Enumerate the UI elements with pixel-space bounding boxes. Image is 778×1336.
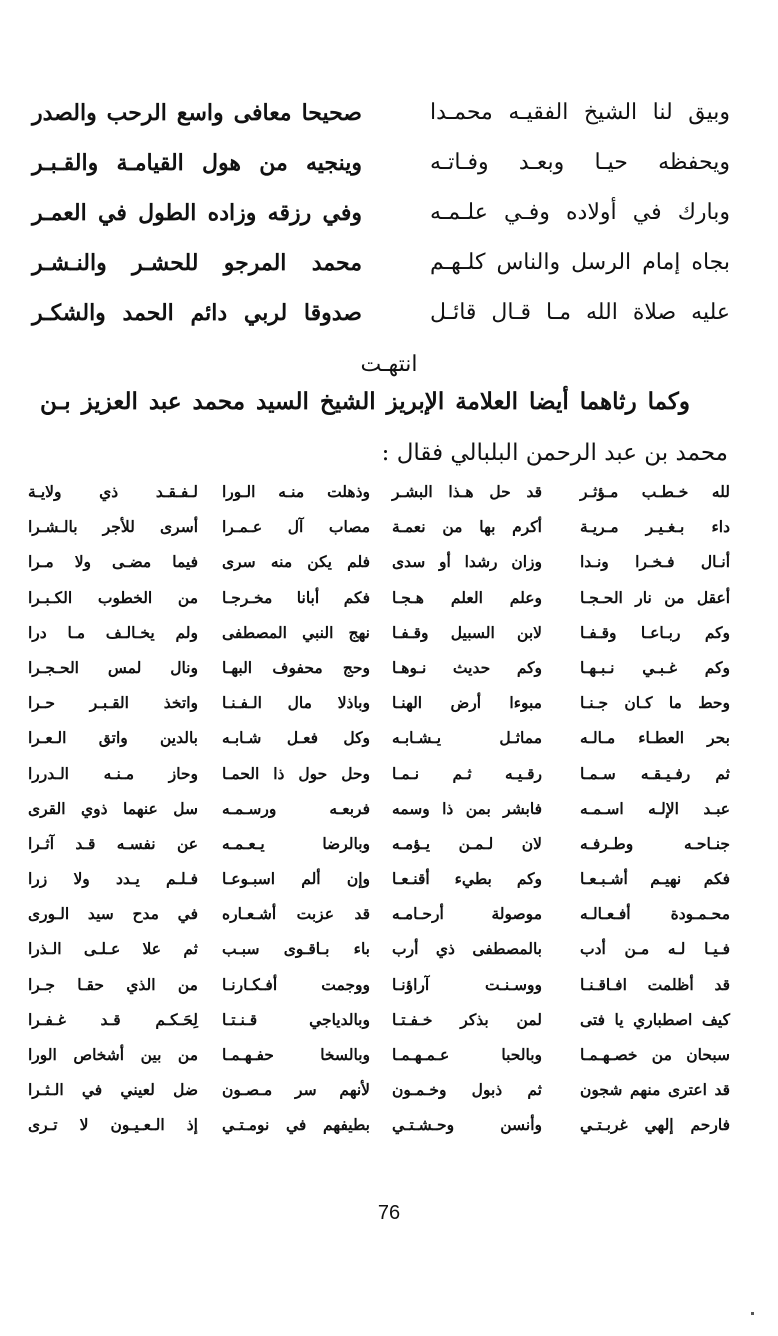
verse-part: ثم علا عـلـى الـذرا <box>28 939 198 959</box>
verse-part: بالمصطفى ذي أرب <box>392 939 542 959</box>
verse-part: ووجمت أفـكـارنـا <box>222 974 370 994</box>
verse-part: لابن السبيل وقـفـا <box>392 622 542 642</box>
verse-part: ونال لمس الحـجـرا <box>28 657 198 677</box>
verse-part: من الذي حقـا جـرا <box>28 974 198 994</box>
verse-part: أعقل من نار الحـجـا <box>580 587 730 607</box>
verse-part: جنـاحـه وطـرفـه <box>580 833 730 853</box>
verse-row <box>30 552 730 587</box>
verse-part: لِحَـكـم قـد غـفـرا <box>28 1009 198 1029</box>
verse-part: عن نفسـه قـد آثـرا <box>28 833 198 853</box>
verse-part: فـيـا لـه مـن أدب <box>580 939 730 959</box>
verse-part: لـفـقـد ذي ولايـة <box>28 482 198 501</box>
verse-part: وبالسخا حفـهـمـا <box>222 1045 370 1064</box>
verse-row <box>30 764 730 799</box>
verse-part: قد اعترى منهم شجون <box>580 1080 730 1100</box>
verse-part: فـلـم يـدد ولا زرا <box>28 869 198 889</box>
verse-part: وحاز مـنـه الـدررا <box>28 763 198 783</box>
verse-part: قد عزبت أشـعـاره <box>222 904 370 924</box>
verse-part: وأنسن وحـشـتـي <box>392 1115 542 1135</box>
verse-part: ووسـنـت آراؤنـا <box>392 974 542 994</box>
second-hemistich: محمد المرجو للحشـر والنـشـر <box>32 250 362 276</box>
verse-part: وزان رشدا أو سدى <box>392 552 542 572</box>
verse-part: وبالدياجي قـنـتـا <box>222 1009 370 1029</box>
verse-part: فكم نهيـم أشـبـعـا <box>580 869 730 889</box>
verse-part: لمن بذكر خـفـتـا <box>392 1009 542 1029</box>
second-hemistich: وينجيه من هول القيامـة والقـبـر <box>32 150 362 176</box>
verse-part: في مدح سيد الـورى <box>28 904 198 924</box>
first-hemistich: عليه صلاة الله مـا قـال قائـل <box>430 300 730 325</box>
verse-row <box>30 482 730 517</box>
verse-part: بطيفهم في نومـتـي <box>222 1115 370 1135</box>
verse-row <box>30 834 730 869</box>
verse-part: كيف اصطباري يا فتى <box>580 1009 730 1029</box>
verse-row <box>30 1010 730 1045</box>
verse-part: وكم حديث نـوهـا <box>392 657 542 677</box>
top-poem <box>30 100 730 350</box>
intro-line-2: محمد بن عبد الرحمن البلبالي فقال : <box>381 440 728 466</box>
verse-part: بالدين واتق الـعـرا <box>28 728 198 748</box>
poem-line <box>30 200 730 250</box>
verse-row <box>30 1115 730 1150</box>
verse-part: أسرى للأجر بالـشـرا <box>28 517 198 537</box>
verse-part: من الخطوب الكـبـرا <box>28 587 198 607</box>
verse-row <box>30 588 730 623</box>
verse-part: مصاب آل عـمـرا <box>222 517 370 537</box>
verse-part: إذ الـعـيـون لا تـرى <box>28 1115 198 1135</box>
verse-part: ثم رفـيـقـه سـمـا <box>580 763 730 783</box>
verse-part: وحج محفوف البهـا <box>222 657 370 677</box>
verse-part: وباذلا مال الـفـنـا <box>222 693 370 713</box>
verse-row <box>30 658 730 693</box>
verse-part: مبوءا أرض الهنـا <box>392 693 542 713</box>
verse-part: ثم ذبول وخـمـون <box>392 1080 542 1100</box>
verse-part: مماثـل يـشـابـه <box>392 728 542 748</box>
second-hemistich: صدوقا لربي دائم الحمد والشكـر <box>32 300 362 326</box>
verse-part: وكم غـبـي نـبـهـا <box>580 657 730 677</box>
verse-row <box>30 1080 730 1115</box>
verse-part: لله خـطـب مـؤثـر <box>580 482 730 501</box>
verse-part: أنـال فـخـرا ونـدا <box>580 552 730 572</box>
verse-part: فكم أبانا مخـرجـا <box>222 587 370 607</box>
verse-row <box>30 869 730 904</box>
verse-part: ضل لعيني في الـثـرا <box>28 1080 198 1100</box>
end-marker: انتهـت <box>360 352 418 377</box>
first-hemistich: وبيق لنا الشيخ الفقيـه محمـدا <box>430 100 730 125</box>
first-hemistich: وبارك في أولاده وفـي علـمـه <box>430 200 730 225</box>
verse-part: من بين أشخاص الورا <box>28 1045 198 1064</box>
verse-part: وبالرضا يـعـمـه <box>222 833 370 853</box>
verse-part: عبـد الإلـه اسـمـه <box>580 798 730 818</box>
verse-part: فربعـه ورسـمـه <box>222 798 370 818</box>
page-number: 76 <box>377 1202 401 1224</box>
verse-part: قد حل هـذا البشـر <box>392 482 542 501</box>
verse-row <box>30 799 730 834</box>
verse-part: نهج النبي المصطفى <box>222 622 370 642</box>
verse-row <box>30 728 730 763</box>
verse-part: واتخذ القـبـر حـرا <box>28 693 198 713</box>
verse-row <box>30 975 730 1010</box>
verse-part: داء بـغـيـر مـريـة <box>580 517 730 537</box>
verse-part: وبالحبا عـمـهـمـا <box>392 1045 542 1064</box>
first-hemistich: ويحفظه حيـا وبعـد وفـاتـه <box>430 150 730 175</box>
verse-part: أكرم بها من نعمـة <box>392 517 542 537</box>
verse-part: سل عنهما ذوي القرى <box>28 798 198 818</box>
verse-part: فيما مضـى ولا مـرا <box>28 552 198 572</box>
verse-part: فلم يكن منه سرى <box>222 552 370 572</box>
verse-part: وعلم العلم هـجـا <box>392 587 542 607</box>
verse-part: بحر العطـاء مـالـه <box>580 728 730 748</box>
poem-line <box>30 100 730 150</box>
verse-part: محـمـودة أفـعـالـه <box>580 904 730 924</box>
verse-row <box>30 1045 730 1080</box>
verse-part: موصولة أرحـامـه <box>392 904 542 924</box>
verse-row <box>30 517 730 552</box>
poem-line <box>30 300 730 350</box>
verse-part: وإن ألم اسبـوعـا <box>222 869 370 889</box>
verse-part: سبحان من خصـهـمـا <box>580 1045 730 1064</box>
verse-part: وذهلت منـه الـورا <box>222 482 370 501</box>
verse-part: لأنهم سر مـصـون <box>222 1080 370 1100</box>
verse-part: فابشر بمن ذا وسمه <box>392 798 542 818</box>
verse-part: باء بـاقـوى سبـب <box>222 939 370 959</box>
verse-part: وحط ما كـان جـنـا <box>580 693 730 713</box>
verse-row <box>30 939 730 974</box>
verse-part: قد أظلمت افـاقـنـا <box>580 974 730 994</box>
poem-line <box>30 150 730 200</box>
verse-row <box>30 904 730 939</box>
poem-line <box>30 250 730 300</box>
verse-part: فارحم إلهي غربـتـي <box>580 1115 730 1135</box>
first-hemistich: بجاه إمام الرسل والناس كلـهـم <box>430 250 730 275</box>
verse-part: رقـيـه ثـم نـمـا <box>392 763 542 783</box>
verse-part: لان لـمـن يـؤمـه <box>392 833 542 853</box>
verse-part: ولم يخـالـف مـا درا <box>28 622 198 642</box>
verse-row <box>30 623 730 658</box>
second-hemistich: وفي رزقه وزاده الطول في العمـر <box>32 200 362 226</box>
verse-part: وكم بطيء أقنـعـا <box>392 869 542 889</box>
verse-part: وحل حول ذا الحمـا <box>222 763 370 783</box>
verse-part: وكم ربـاعـا وقـفـا <box>580 622 730 642</box>
verse-row <box>30 693 730 728</box>
verse-grid <box>30 482 730 1151</box>
verse-part: وكل فعـل شـابـه <box>222 728 370 748</box>
intro-line-1: وكما رثاهما أيضا العلامة الإبريز الشيخ السيد محمد عبد العزيز بـن <box>40 388 690 415</box>
second-hemistich: صحيحا معافى واسع الرحب والصدر <box>32 100 362 126</box>
scan-speck <box>751 1312 754 1315</box>
